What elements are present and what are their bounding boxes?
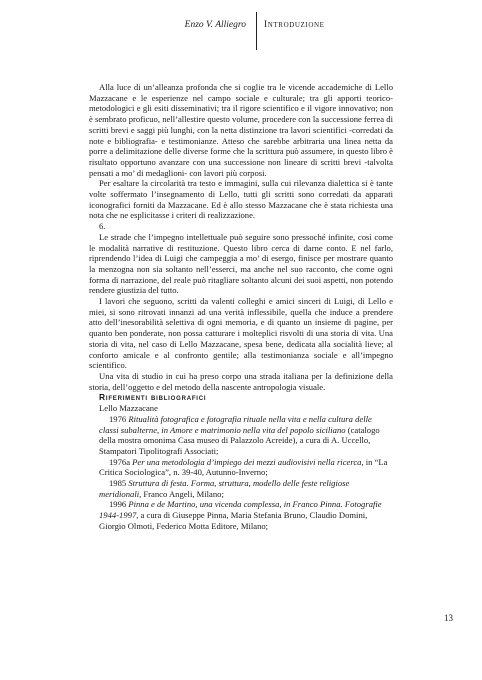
reference-entry: 1996 Pinna e de Martino, una vicenda complessa, in Franco Pinna. Fotografie 1944-1997, a cura di Giuseppe Pinna, Maria Stefania Bruno, Claudio Domini, Giorgio Olmoti, Federico Motta Editore, Milano; [99,499,382,531]
references-heading: Riferimenti bibliografici [99,392,207,403]
reference-entry: 1985 Struttura di festa. Forma, struttura, modello delle feste religiose meridionali, Franco Angeli, Milano; [99,478,350,499]
header-section: Introduzione [264,20,325,30]
reference-entry: 1976a Per una metodologia d’impiego dei mezzi audiovisivi nella ricerca, in “La Critica Sociologica”, n. 39-40, Autunno-Inverno; [99,456,388,478]
page-number: 13 [444,613,453,623]
references-author: Lello Mazzacane [99,403,158,414]
running-header [0,9,482,51]
paragraph: Una vita di studio in cui ha preso corpo una strada italiana per la definizione della storia, dell’oggetto e del metodo della nascente antropologia visuale. [89,370,393,392]
section-number: 6. [99,221,106,232]
body-text [89,82,393,532]
reference-entry: 1976 Ritualità fotografica e fotografia rituale nella vita e nella cultura delle classi subalterne, in Amore e matrimonio nella vita del popolo siciliano (catalogo della mostra omonima Casa museo di Palazzolo Acreide), a cura di A. Uccello, Stampatori Tipolitografi Associati; [99,413,380,456]
header-divider [256,12,257,50]
paragraph: Per esaltare la circolarità tra testo e immagini, sulla cui rilevanza dialettica si è tante volte soffermato l’insegnamento di Lello, tutti gli scritti sono corredati da apparati iconografici forniti da Mazzacane. Ed è allo stesso Mazzacane che è stata richiesta una nota che ne esplicitasse i criteri di realizzazione. [89,178,393,221]
paragraph: I lavori che seguono, scritti da valenti colleghi e amici sinceri di Luigi, di Lello e miei, si sono ritrovati innanzi ad una verità inflessibile, quella che induce a prendere atto dell’inesorabilità selettiva di ogni memoria, e di quanto un insieme di pagine, per quanto ben ponderate, non possa catturare i molteplici risvolti di una storia di vita. Una storia di vita, nel caso di Lello Mazzacane, spesa bene, dedicata alla socialità lieve; al conforto amicale e al confronto gentile; alla testimonianza sociale e all’impegno scientifico. [89,296,393,371]
header-author: Enzo V. Alliegro [184,20,246,30]
paragraph: Alla luce di un’alleanza profonda che si coglie tra le vicende accademiche di Lello Mazzacane e le esperienze nel campo sociale e culturale; tra gli apporti teorico-metodologici e gli esiti disseminativi; tra il rigore scientifico e il vigore innovativo; non è sembrato proficuo, nell’allestire questo volume, procedere con la successione ferrea di scritti brevi e saggi più lunghi, con la netta distinzione tra lavori scientifici -corredati da note e bibliografia- e testimonianze. Atteso che sarebbe arbitraria una linea netta da porre a delimitazione delle diverse forme che la scrittura può assumere, in questo libro è risultato opportuno avanzare con una successione non lineare di scritti brevi -talvolta pensati a mo’ di medaglioni- con lavori più corposi. [89,82,393,178]
paragraph: Le strade che l’impegno intellettuale può seguire sono pressoché infinite, così come le modalità narrative di restituzione. Questo libro cerca di darne conto. E nel farlo, riprendendo l’idea di Luigi che campeggia a mo’ di esergo, finisce per mostrare quanto la menzogna non sia soltanto nell’esserci, ma anche nel suo racconto, che come ogni forma di narrazione, del reale può ritagliare soltanto alcuni dei suoi aspetti, non potendo rendere giustizia del tutto. [89,231,393,296]
